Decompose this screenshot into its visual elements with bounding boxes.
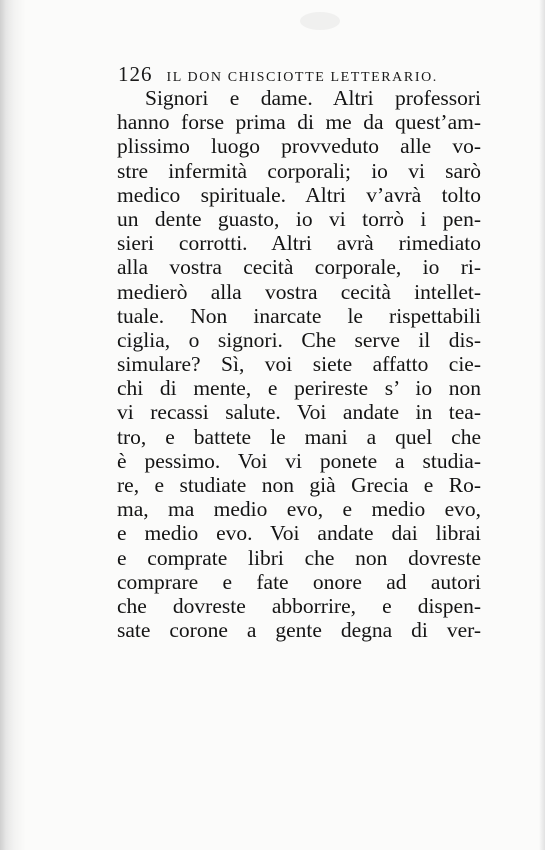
- text-line: stre infermità corporali; io vi sarò: [117, 158, 481, 183]
- text-line: ma, ma medio evo, e medio evo,: [117, 497, 481, 522]
- text-line: è pessimo. Voi vi ponete a studia-: [117, 448, 481, 473]
- text-line: tro, e battete le mani a quel che: [117, 424, 481, 449]
- text-line: sieri corrotti. Altri avrà rimediato: [117, 231, 481, 256]
- text-line: alla vostra cecità corporale, io ri-: [117, 255, 481, 280]
- text-line: che dovreste abborrire, e dispen-: [117, 593, 481, 618]
- text-line: e medio evo. Voi andate dai librai: [117, 521, 481, 546]
- text-line: chi di mente, e perireste s’ io non: [117, 376, 481, 401]
- text-line: simulare? Sì, voi siete affatto cie-: [117, 352, 481, 377]
- text-line: un dente guasto, io vi torrò i pen-: [117, 206, 481, 231]
- text-line: hanno forse prima di me da quest’am-: [117, 110, 481, 135]
- paper-stain: [300, 12, 340, 30]
- text-line: plissimo luogo provveduto alle vo-: [117, 134, 481, 159]
- text-line: tuale. Non inarcate le rispettabili: [117, 303, 481, 328]
- text-line: sate corone a gente degna di ver-: [117, 618, 481, 643]
- text-line: comprare e fate onore ad autori: [117, 569, 481, 594]
- page-gutter-shadow: [0, 0, 26, 850]
- running-title: IL DON CHISCIOTTE LETTERARIO.: [166, 70, 438, 85]
- text-line: ciglia, o signori. Che serve il dis-: [117, 327, 481, 352]
- text-line: re, e studiate non già Grecia e Ro-: [117, 473, 481, 497]
- text-line: medico spirituale. Altri v’avrà tolto: [117, 182, 481, 207]
- page-right-edge: [539, 0, 545, 850]
- text-line: vi recassi salute. Voi andate in tea-: [117, 400, 481, 425]
- running-header: [118, 62, 478, 87]
- page-number: 126: [118, 62, 153, 86]
- text-line: medierò alla vostra cecità intellet-: [117, 279, 481, 304]
- text-line: Signori e dame. Altri professori: [145, 86, 481, 110]
- text-line: e comprate libri che non dovreste: [117, 545, 481, 570]
- body-text: [117, 86, 481, 642]
